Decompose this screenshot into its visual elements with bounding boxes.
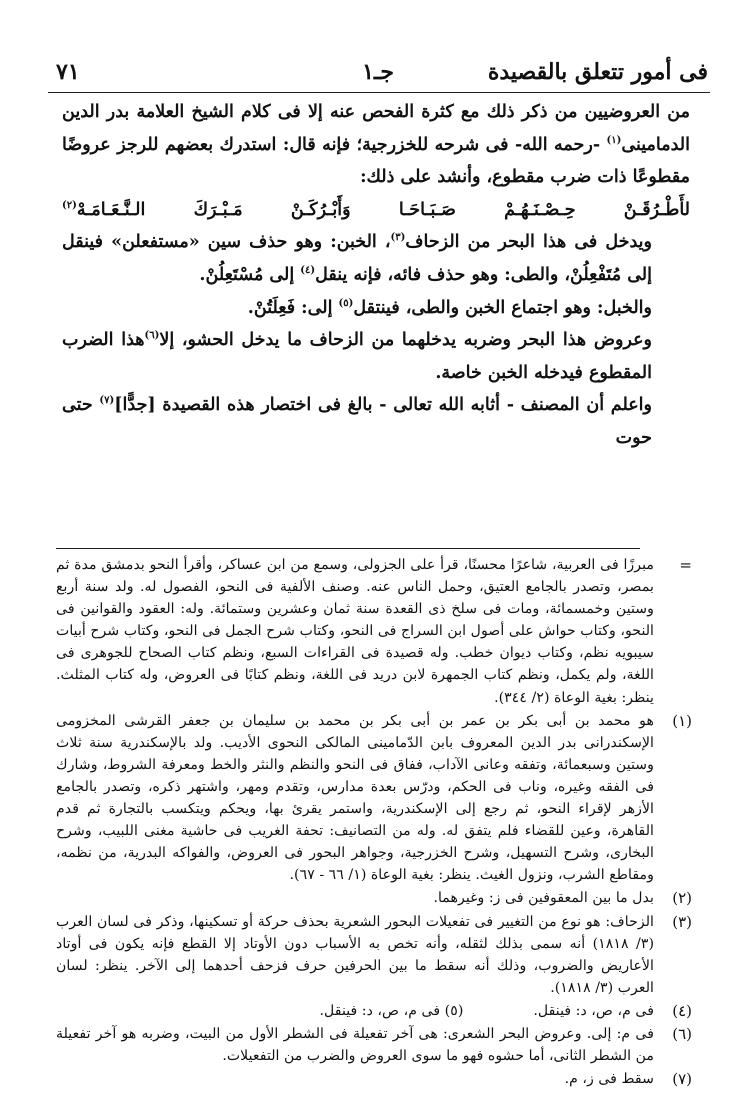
page-number: ٧١ — [56, 59, 80, 85]
footnote-number: (٧) — [672, 1070, 692, 1089]
footnote-number: (٤) — [672, 1001, 692, 1020]
footnote-6: (٦) فى م: إلى. وعروض البحر الشعرى: هى آخر تفعيلة فى الشطر الأول من البيت، وضربه هو آخر تفعيلة من الشطر الثانى، أما حشوه فهو ما سوى العروض والضرب من التفعيلات. — [56, 1024, 692, 1065]
footnote-ref[interactable]: (٦) — [144, 330, 160, 342]
footnote-number: (٥) — [444, 1002, 464, 1019]
running-title: فى أمور تتعلق بالقصيدة — [487, 59, 708, 85]
paragraph: والخبل: وهو اجتماع الخبن والطى، فينتقل$^{(٥)}$ إلى: فَعِلَتُنْ. — [247, 297, 652, 318]
main-text — [62, 96, 690, 455]
paragraph: وعروض هذا البحر وضربه يدخلهما من الزحاف ما يدخل الحشو، إلا$^{(٦)}$هذا الضرب المقطوع فيدخله الخبن خاصة. — [62, 330, 652, 383]
footnote-ref[interactable]: (١) — [606, 134, 622, 146]
footnote-4-text: فى م، ص، د: فينقل. — [533, 1002, 654, 1019]
footnote-7: (٧) سقط فى ز، م. — [564, 1070, 692, 1089]
footnote-5: (٥) فى م، ص، د: فينقل. — [319, 1002, 464, 1019]
footnote-4-5 — [56, 1000, 692, 1022]
footnote-rule — [56, 548, 640, 549]
footnote-ref[interactable]: (٢) — [62, 199, 77, 211]
footnote-1: (١) هو محمد بن أبى بكر بن عمر بن أبى بكر بن محمد بن سليمان بن جعفر القرشى المخزومى الإسكندرانى بدر الدين المعروف بابن الدّمامينى المالكى النحوى الأديب. ولد بالإسكندرية سنة ثلاث وستين وسبعمائة، وتفقه وعانى الآداب، ففاق فى النحو والنظم والنثر والخط ومعرفة الشروط، وشارك فى الفقه وغيره، وناب فى الحكم، ودرّس بعدة مدارس، وتقدم ومهر، واشتهر ذكره، وتصدر بالجامع الأزهر لإقراء النحو، ثم رجع إلى الإسكندرية، واستمر يقرئ بها، ويحكم ويتكسب بالتجارة ثم قدم القاهرة، وعين للقضاء فلم يتفق له. وله من التصانيف: تحفة الغريب فى حاشية مغنى اللبيب، وشرح البخارى، وشرح التسهيل، وشرح الخزرجية، وجواهر البحور فى العروض، والفواكه البدرية، من نظمه، ومقاطع الشرب، ونزول الغيث. ينظر: بغية الوعاة (١/ ٦٦ - ٦٧). — [56, 711, 692, 884]
footnote-number: (٢) — [672, 889, 692, 908]
running-header — [48, 52, 708, 92]
paragraph: من العروضيين من ذكر ذلك مع كثرة الفحص عنه إلا فى كلام الشيخ العلامة بدر الدين الدمامينى$^{(١)}$ -رحمه الله- فى شرحه للخزرجية؛ فإنه قال: استدرك بعضهم للرجز عروضًا مقطوعًا ذات ضرب مقطوع، وأنشد على ذلك: — [62, 102, 690, 188]
paragraph: ويدخل فى هذا البحر من الزحاف$^{(٣)}$، الخبن: وهو حذف سين «مستفعلن» فينقل إلى مُتَفْعِلُنْ، والطى: وهو حذف فائه، فإنه ينقل$^{(٤)}$ إلى مُسْتَعِلُنْ. — [62, 232, 652, 285]
footnote-number: (٦) — [672, 1024, 692, 1043]
footnote-ref[interactable]: (٥) — [338, 297, 354, 309]
footnote-ref[interactable]: (٧) — [99, 395, 115, 407]
footnote-continued: = مبرزًا فى العربية، شاعرًا محسنًا، قرأ على الجزولى، وسمع من ابن عساكر، وأقرأ النحو بدمشق مدة ثم بمصر، وتصدر بالجامع العتيق، وحمل الناس عنه. وصنف الألفية فى النحو، الفصول له. ولد سنة أربع وستين وخمسمائة، ومات فى سلخ ذى القعدة سنة ثمان وعشرين وستمائة. وله: العقود والقوانين فى النحو، وكتاب حواش على أصول ابن السراج فى النحو، وكتاب شرح الجمل فى النحو، وكتاب شرح أبيات سيبويه نظم، وكتاب ديوان خطب. وله قصيدة فى القراءات السبع، ونظم كتاب الصحاح للجوهرى فى اللغة، ولم يكمل، ونظم كتاب الجمهرة لابن دريد فى اللغة، ونظم كتابًا فى العروض، وله كتاب المثلث. ينظر: بغية الوعاة (٢/ ٣٤٤). — [56, 556, 692, 706]
footnote-3: (٣) الزحاف: هو نوع من التغيير فى تفعيلات البحور الشعرية بحذف حركة أو تسكينها، وذكر فى لسان العرب (٣/ ١٨١٨) أنه سمى بذلك لثقله، وأنه تخص به الأسباب دون الأوتاد إلا القطع فإنه يكون فى أوتاد الأعاريض والضروب، وذلك أنه سقط ما بين الحرفين حرف فزحف أحدهما إلى الآخر. ينظر: لسان العرب (٣/ ١٨١٨). — [56, 912, 692, 996]
footnote-2: (٢) بدل ما بين المعقوفين فى ز: وغيرهما. — [433, 889, 692, 908]
volume-number: جـ١ — [362, 59, 394, 85]
footnote-number: (٣) — [672, 912, 692, 931]
footnotes — [56, 554, 692, 1091]
header-rule — [48, 92, 710, 93]
paragraph: واعلم أن المصنف - أثابه الله تعالى - بالغ فى اختصار هذه القصيدة [جدًّا]$^{(٧)}$ حتى حوت — [62, 395, 652, 448]
verse-line: لأَطْـرُقَـنْ حِـصْـنَـهُـمْ صَـبَـاحَـا وَأَبْـرُكَـنْ مَـبْـرَكَ الـنَّـعَـامَـهْ$^{(٢)}$ — [62, 199, 690, 220]
footnote-number: (١) — [672, 711, 692, 730]
footnote-ref[interactable]: (٣) — [390, 232, 406, 244]
footnote-ref[interactable]: (٤) — [300, 265, 316, 277]
